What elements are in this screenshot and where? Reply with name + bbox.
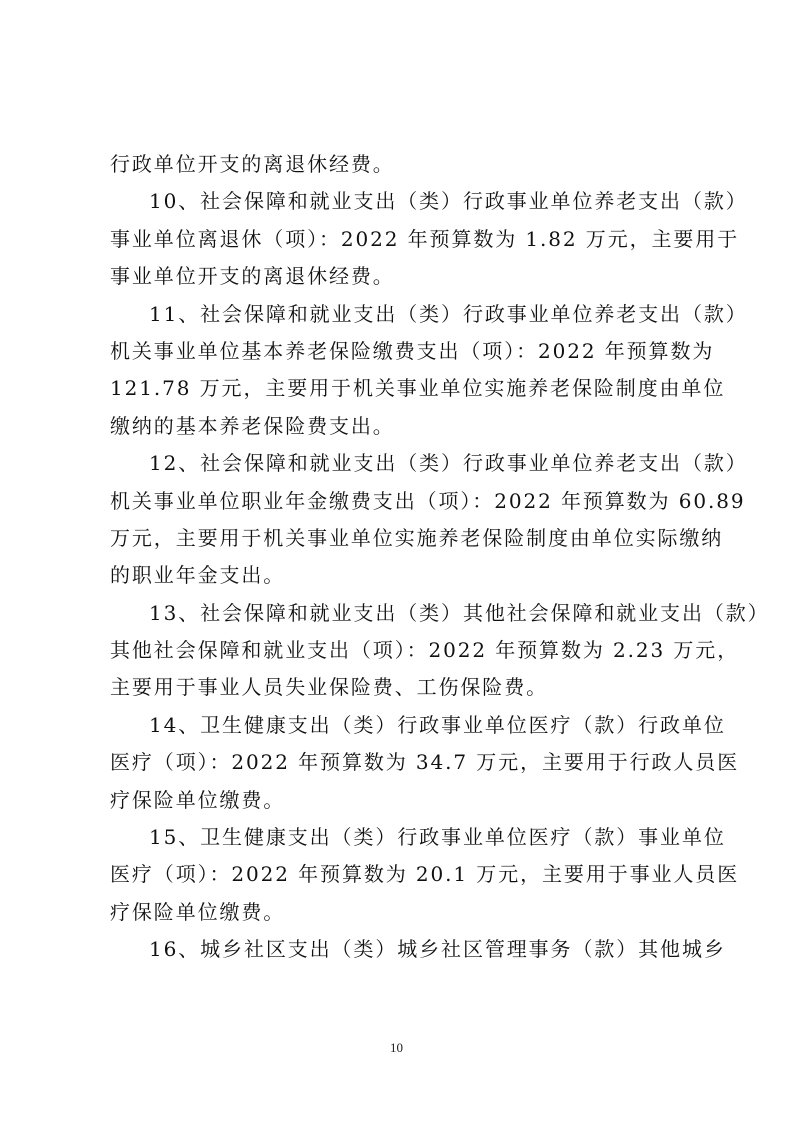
text-line: 12、社会保障和就业支出（类）行政事业单位养老支出（款） <box>149 451 748 476</box>
text-line: 事业单位离退休（项）：2022 年预算数为 1.82 万元，主要用于 <box>110 226 740 251</box>
text-line: 医疗（项）：2022 年预算数为 34.7 万元，主要用于行政人员医 <box>110 750 740 775</box>
text-line: 其他社会保障和就业支出（项）：2022 年预算数为 2.23 万元， <box>110 638 740 663</box>
text-line: 14、卫生健康支出（类）行政事业单位医疗（款）行政单位 <box>149 712 726 737</box>
text-line: 万元，主要用于机关事业单位实施养老保险制度由单位实际缴纳 <box>110 525 724 550</box>
text-line: 医疗（项）：2022 年预算数为 20.1 万元，主要用于事业人员医 <box>110 862 740 887</box>
text-line: 疗保险单位缴费。 <box>110 787 286 812</box>
text-line: 11、社会保障和就业支出（类）行政事业单位养老支出（款） <box>149 301 748 326</box>
text-line: 机关事业单位基本养老保险缴费支出（项）：2022 年预算数为 <box>110 338 715 363</box>
page-number: 10 <box>390 1040 403 1055</box>
text-line: 主要用于事业人员失业保险费、工伤保险费。 <box>110 675 548 700</box>
text-line: 疗保险单位缴费。 <box>110 899 286 924</box>
text-line: 机关事业单位职业年金缴费支出（项）：2022 年预算数为 60.89 <box>110 488 746 513</box>
text-line: 的职业年金支出。 <box>110 563 286 588</box>
text-line: 缴纳的基本养老保险费支出。 <box>110 413 395 438</box>
text-line: 行政单位开支的离退休经费。 <box>110 152 395 176</box>
text-line: 10、社会保障和就业支出（类）行政事业单位养老支出（款） <box>149 189 748 214</box>
text-line: 事业单位开支的离退休经费。 <box>110 264 395 289</box>
text-line: 16、城乡社区支出（类）城乡社区管理事务（款）其他城乡 <box>149 937 726 962</box>
text-line: 15、卫生健康支出（类）行政事业单位医疗（款）事业单位 <box>149 825 726 850</box>
text-line: 13、社会保障和就业支出（类）其他社会保障和就业支出（款） <box>149 600 770 625</box>
body-text <box>110 146 770 969</box>
text-line: 121.78 万元，主要用于机关事业单位实施养老保险制度由单位 <box>110 376 726 401</box>
